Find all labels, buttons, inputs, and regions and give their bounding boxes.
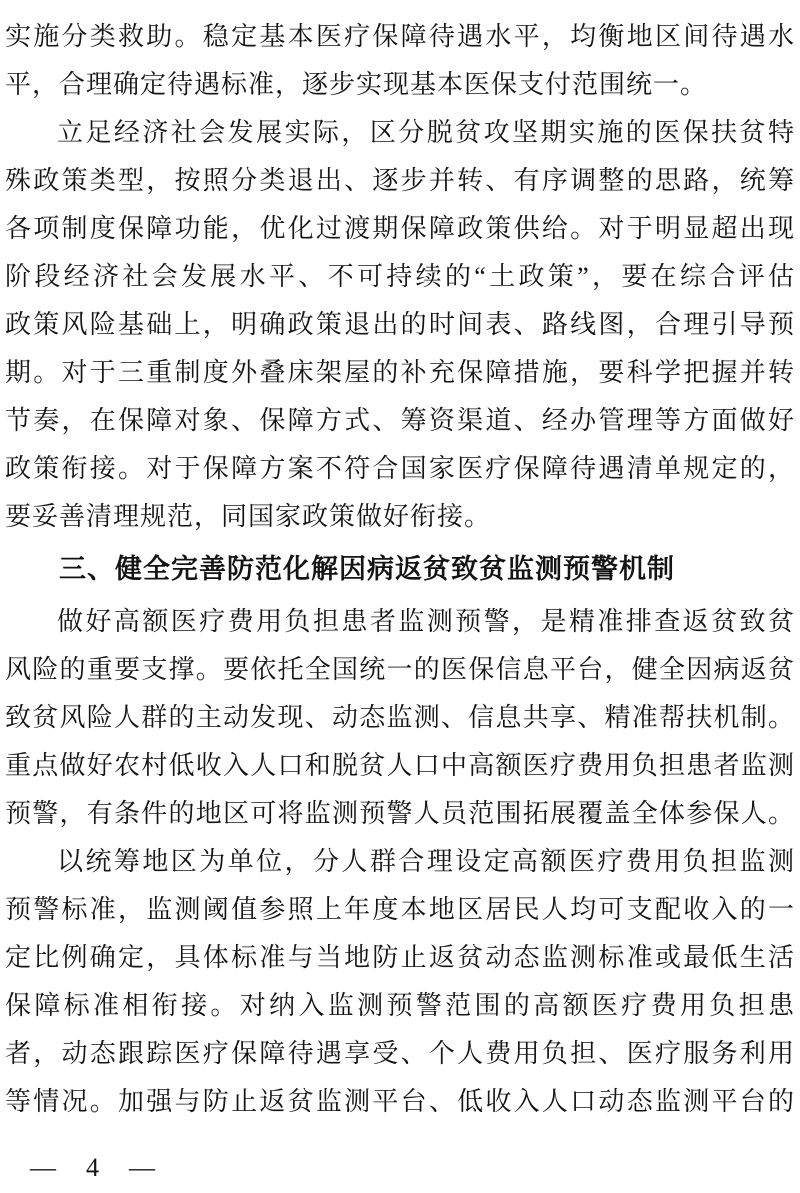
text-line: 平，合理确定待遇标准，逐步实现基本医保支付范围统一。: [5, 70, 708, 99]
paragraph: [5, 13, 795, 109]
section-heading: [5, 545, 795, 593]
text-line: 做好高额医疗费用负担患者监测预警，是精准排查返贫致贫: [57, 607, 795, 636]
text-line: 致贫风险人群的主动发现、动态监测、信息共享、精准帮扶机制。: [5, 703, 795, 732]
text-line: 以统筹地区为单位，分人群合理设定高额医疗费用负担监测: [57, 847, 795, 876]
text-line: 政策衔接。对于保障方案不符合国家医疗保障待遇清单规定的，: [5, 454, 795, 483]
text-line: 预警标准，监测阈值参照上年度本地区居民人均可支配收入的一: [5, 895, 795, 924]
text-line: 阶段经济社会发展水平、不可持续的“土政策”，要在综合评估: [5, 262, 795, 291]
text-line: 风险的重要支撑。要依托全国统一的医保信息平台，健全因病返贫: [5, 655, 795, 684]
text-line: 要妥善清理规范，同国家政策做好衔接。: [5, 502, 492, 531]
text-line: 殊政策类型，按照分类退出、逐步并转、有序调整的思路，统筹: [5, 166, 795, 195]
text-line: 保障标准相衔接。对纳入监测预警范围的高额医疗费用负担患: [5, 991, 795, 1020]
text-line: 者，动态跟踪医疗保障待遇享受、个人费用负担、医疗服务利用: [5, 1039, 795, 1068]
text-line: 各项制度保障功能，优化过渡期保障政策供给。对于明显超出现: [5, 214, 795, 243]
text-line: 定比例确定，具体标准与当地防止返贫动态监测标准或最低生活: [5, 943, 795, 972]
footer-page-number: 4: [86, 1153, 99, 1182]
text-line: 等情况。加强与防止返贫监测平台、低收入人口动态监测平台的: [5, 1087, 795, 1116]
paragraph: [5, 598, 795, 838]
text-line: 实施分类救助。稳定基本医疗保障待遇水平，均衡地区间待遇水: [5, 22, 795, 51]
text-line: 立足经济社会发展实际，区分脱贫攻坚期实施的医保扶贫特: [57, 118, 795, 147]
paragraph: [5, 109, 795, 541]
page-footer: [30, 1153, 155, 1183]
document-body: [5, 13, 795, 1126]
text-line: 政策风险基础上，明确政策退出的时间表、路线图，合理引导预: [5, 310, 795, 339]
text-line: 重点做好农村低收入人口和脱贫人口中高额医疗费用负担患者监测: [5, 751, 795, 780]
footer-right-dash: —: [129, 1153, 155, 1182]
heading-line: 三、健全完善防范化解因病返贫致贫监测预警机制: [59, 554, 675, 584]
text-line: 节奏，在保障对象、保障方式、筹资渠道、经办管理等方面做好: [5, 406, 795, 435]
paragraph: [5, 838, 795, 1126]
footer-left-dash: —: [30, 1153, 56, 1182]
text-line: 期。对于三重制度外叠床架屋的补充保障措施，要科学把握并转: [5, 358, 795, 387]
text-line: 预警，有条件的地区可将监测预警人员范围拓展覆盖全体参保人。: [5, 799, 795, 828]
